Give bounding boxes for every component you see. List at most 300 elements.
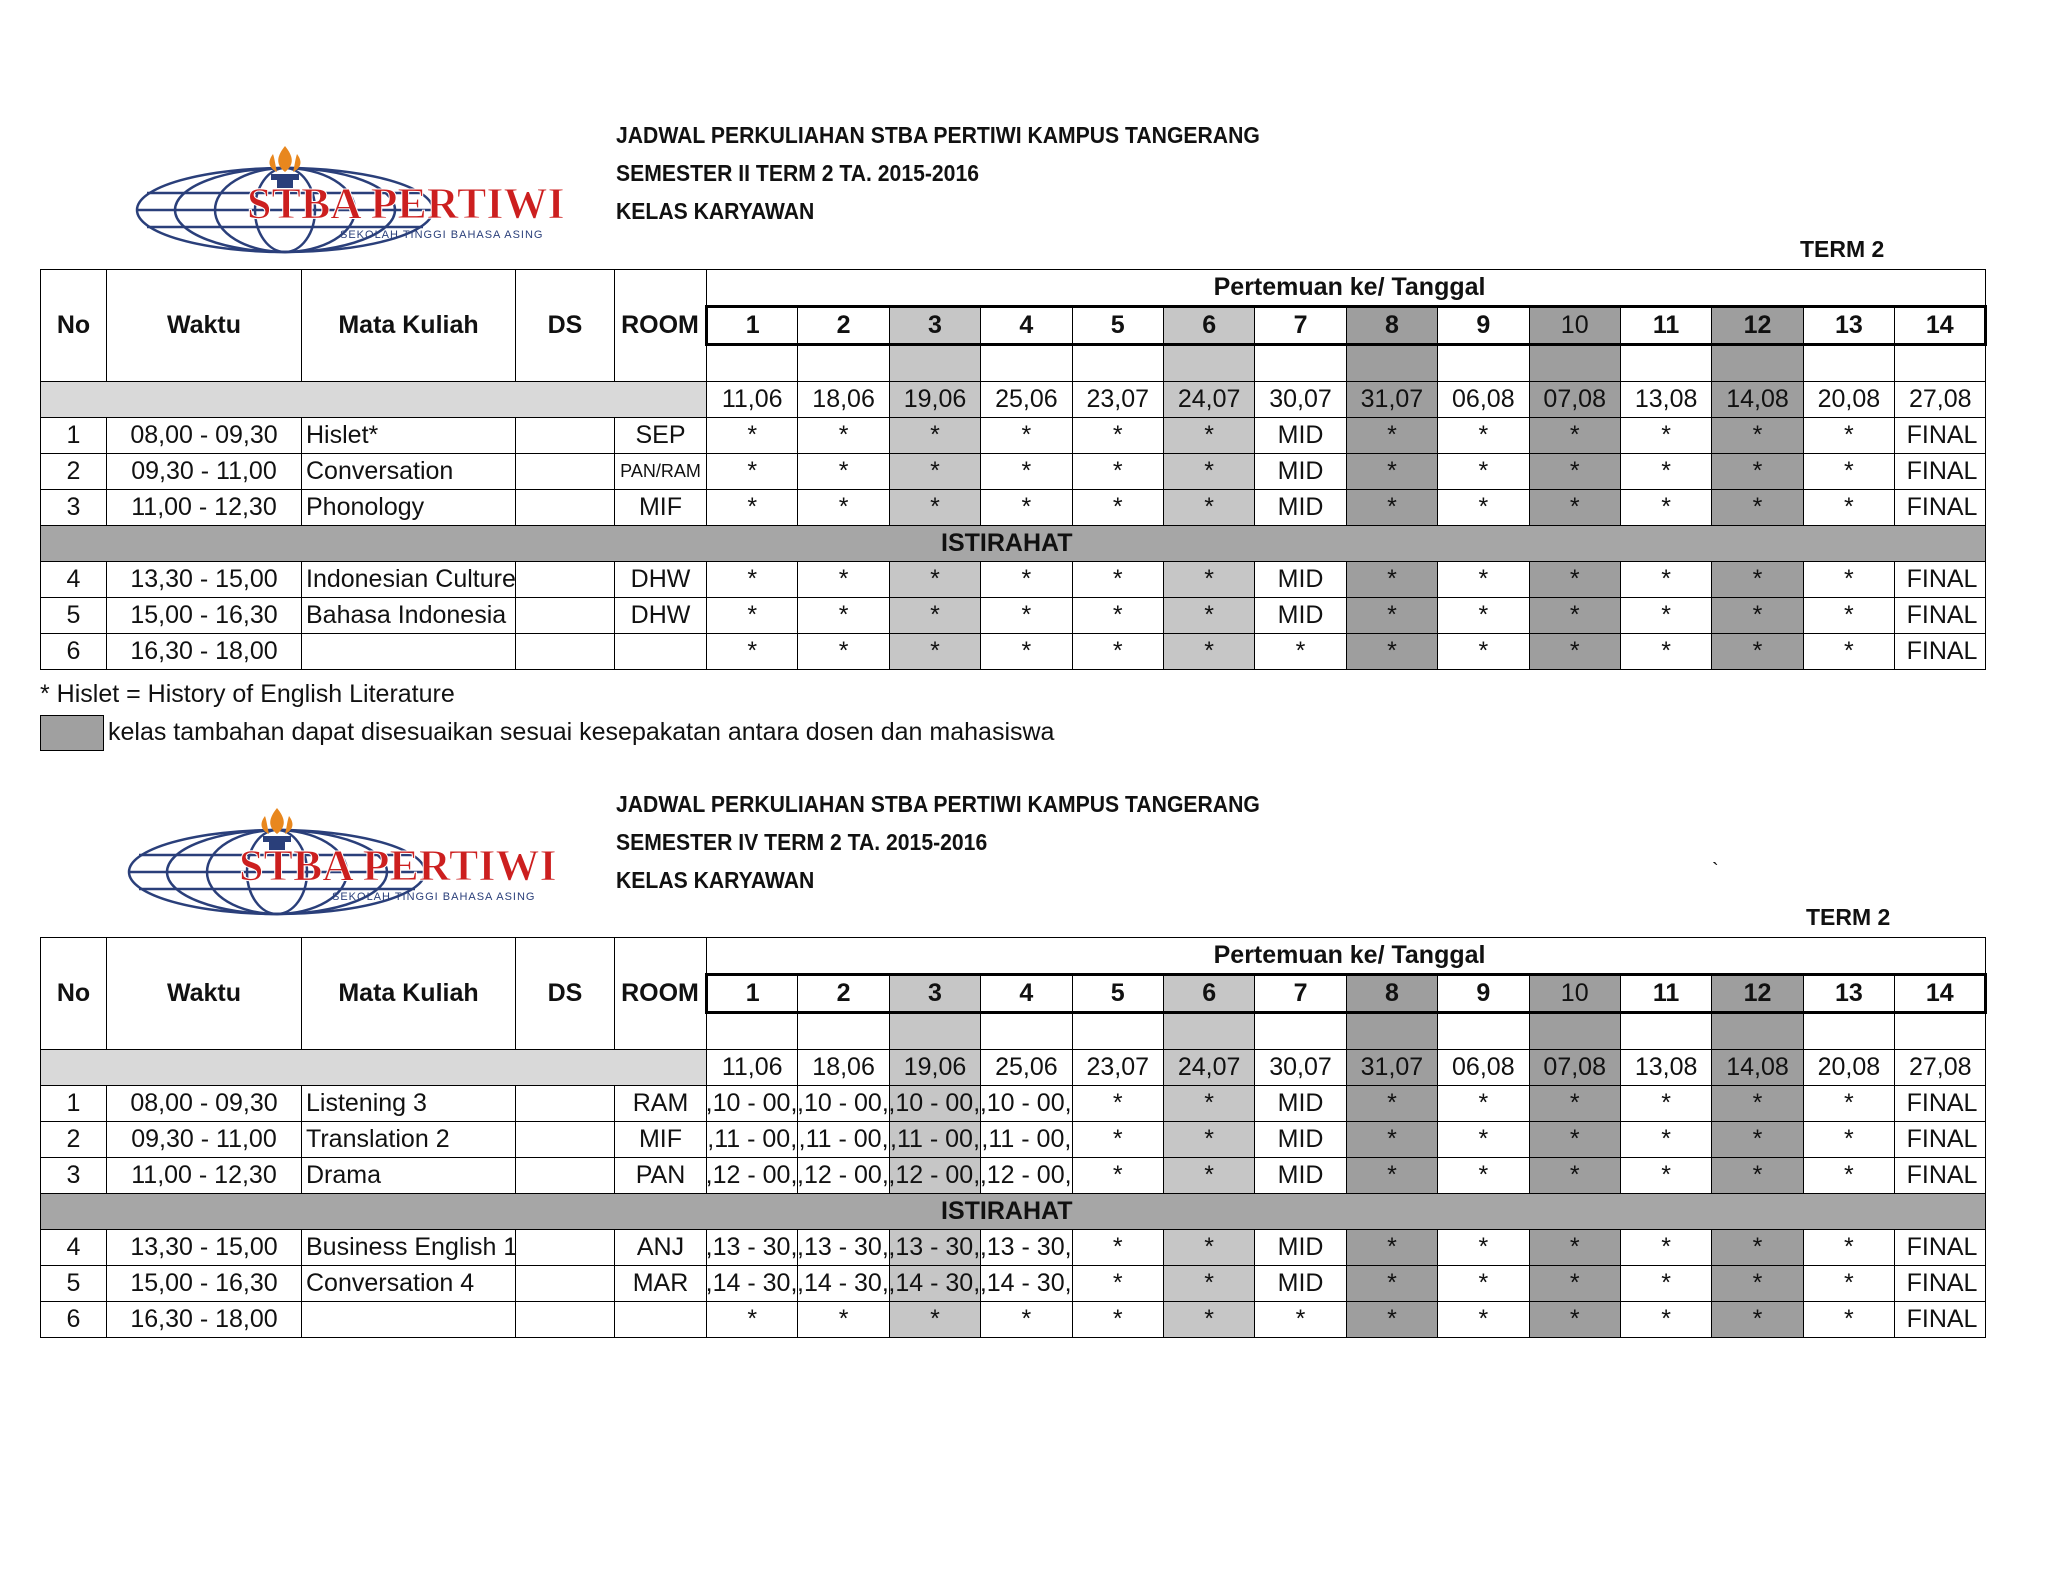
- table-row: [41, 454, 1986, 490]
- meeting-cell: ,00 - 11,: [981, 1122, 1072, 1158]
- meeting-cell: MID: [1255, 454, 1346, 490]
- term-label: TERM 2: [1806, 904, 1891, 930]
- table-row: [41, 562, 1986, 598]
- meeting-cell: *: [1712, 490, 1803, 526]
- blank-cell: [981, 1013, 1072, 1050]
- logo-name: STBA PERTIWI: [247, 179, 565, 228]
- meeting-cell: *: [1072, 1158, 1163, 1194]
- meeting-number: 3: [889, 307, 980, 345]
- table-row: [41, 1230, 1986, 1266]
- meeting-cell: ,00 - 11,: [707, 1122, 798, 1158]
- blank-cell: [889, 345, 980, 382]
- meeting-date: 25,06: [981, 1050, 1072, 1086]
- meeting-number: 2: [798, 975, 889, 1013]
- meeting-number: 5: [1072, 975, 1163, 1013]
- meeting-cell: *: [1163, 634, 1254, 670]
- meeting-cell: ,30 - 13,: [889, 1230, 980, 1266]
- no-header: No: [41, 270, 107, 382]
- meeting-cell: *: [1072, 598, 1163, 634]
- table-row: [41, 1158, 1986, 1194]
- meeting-cell: ,00 - 11,: [798, 1122, 889, 1158]
- meeting-number: 13: [1803, 307, 1894, 345]
- schedule-2-title: [616, 785, 1260, 899]
- blank-cell: [1712, 345, 1803, 382]
- meeting-cell: *: [1712, 1230, 1803, 1266]
- meeting-cell: *: [1712, 634, 1803, 670]
- meeting-cell: *: [1529, 1302, 1620, 1338]
- meeting-cell: *: [707, 418, 798, 454]
- meeting-cell: ,00 - 10,: [707, 1086, 798, 1122]
- meeting-cell: *: [798, 490, 889, 526]
- blank-cell: [707, 1013, 798, 1050]
- meeting-cell: *: [1712, 1086, 1803, 1122]
- row-waktu: 13,30 - 15,00: [107, 1230, 302, 1266]
- meeting-cell: MID: [1255, 490, 1346, 526]
- meeting-date: 14,08: [1712, 1050, 1803, 1086]
- meeting-number: 11: [1620, 975, 1711, 1013]
- row-mata-kuliah: Translation 2: [302, 1122, 516, 1158]
- meeting-date: 27,08: [1895, 1050, 1986, 1086]
- meeting-cell: ,00 - 12,: [707, 1158, 798, 1194]
- table-row: [41, 418, 1986, 454]
- title-line-2: SEMESTER II TERM 2 TA. 2015-2016: [616, 160, 979, 186]
- mata-kuliah-header: Mata Kuliah: [302, 938, 516, 1050]
- row-no: 3: [41, 1158, 107, 1194]
- meeting-cell: FINAL: [1895, 1302, 1986, 1338]
- row-mata-kuliah: Indonesian Culture: [302, 562, 516, 598]
- meeting-number: 2: [798, 307, 889, 345]
- meeting-cell: *: [1438, 418, 1529, 454]
- row-no: 1: [41, 418, 107, 454]
- meeting-cell: *: [981, 1302, 1072, 1338]
- row-mata-kuliah: Conversation: [302, 454, 516, 490]
- meeting-cell: *: [1803, 598, 1894, 634]
- meeting-cell: *: [1163, 562, 1254, 598]
- row-room: PAN: [615, 1158, 707, 1194]
- meeting-cell: *: [1803, 1230, 1894, 1266]
- meeting-cell: *: [1438, 1158, 1529, 1194]
- meeting-cell: *: [1438, 598, 1529, 634]
- row-mata-kuliah: Hislet*: [302, 418, 516, 454]
- meeting-cell: ,00 - 12,: [889, 1158, 980, 1194]
- meeting-cell: *: [1438, 454, 1529, 490]
- meeting-cell: *: [1346, 1230, 1437, 1266]
- table-row: [41, 490, 1986, 526]
- row-no: 6: [41, 634, 107, 670]
- meeting-number: 7: [1255, 975, 1346, 1013]
- meeting-cell: MID: [1255, 1230, 1346, 1266]
- meeting-cell: *: [1163, 418, 1254, 454]
- meeting-cell: FINAL: [1895, 418, 1986, 454]
- meeting-cell: *: [1438, 1122, 1529, 1158]
- blank-cell: [889, 1013, 980, 1050]
- meeting-number: 9: [1438, 307, 1529, 345]
- meeting-cell: *: [981, 490, 1072, 526]
- meeting-cell: *: [889, 1302, 980, 1338]
- row-no: 4: [41, 1230, 107, 1266]
- row-no: 1: [41, 1086, 107, 1122]
- row-ds: [516, 1158, 615, 1194]
- row-ds: [516, 490, 615, 526]
- meeting-cell: *: [1712, 1266, 1803, 1302]
- row-ds: [516, 1086, 615, 1122]
- meeting-cell: *: [1072, 1230, 1163, 1266]
- meeting-cell: *: [1620, 1302, 1711, 1338]
- meeting-cell: *: [1529, 598, 1620, 634]
- meeting-cell: MID: [1255, 598, 1346, 634]
- row-waktu: 08,00 - 09,30: [107, 1086, 302, 1122]
- meeting-cell: *: [1529, 1266, 1620, 1302]
- blank-cell: [1255, 1013, 1346, 1050]
- meeting-cell: *: [889, 418, 980, 454]
- row-mata-kuliah: [302, 1302, 516, 1338]
- row-mata-kuliah: [302, 634, 516, 670]
- meeting-cell: *: [1529, 1122, 1620, 1158]
- row-no: 5: [41, 1266, 107, 1302]
- meeting-date: 19,06: [889, 1050, 980, 1086]
- meeting-date: 18,06: [798, 1050, 889, 1086]
- meeting-number: 4: [981, 975, 1072, 1013]
- row-room: ANJ: [615, 1230, 707, 1266]
- meeting-cell: *: [1163, 454, 1254, 490]
- meeting-cell: *: [1438, 1086, 1529, 1122]
- row-room: DHW: [615, 562, 707, 598]
- logo-graphic: [135, 138, 605, 258]
- meeting-cell: *: [1529, 634, 1620, 670]
- meeting-cell: ,00 - 10,: [798, 1086, 889, 1122]
- row-room: MIF: [615, 1122, 707, 1158]
- meeting-cell: MID: [1255, 562, 1346, 598]
- row-room: MAR: [615, 1266, 707, 1302]
- meeting-cell: *: [1620, 1122, 1711, 1158]
- meeting-date: 20,08: [1803, 382, 1894, 418]
- meeting-cell: *: [1346, 418, 1437, 454]
- waktu-header: Waktu: [107, 270, 302, 382]
- blank-cell: [1803, 345, 1894, 382]
- row-waktu: 16,30 - 18,00: [107, 1302, 302, 1338]
- title-line-1: JADWAL PERKULIAHAN STBA PERTIWI KAMPUS TANGERANG: [616, 122, 1260, 148]
- meeting-cell: *: [1529, 1158, 1620, 1194]
- meeting-number: 1: [707, 307, 798, 345]
- logo-name: STBA PERTIWI: [239, 841, 557, 890]
- row-ds: [516, 634, 615, 670]
- meeting-number: 3: [889, 975, 980, 1013]
- meeting-cell: ,30 - 14,: [707, 1266, 798, 1302]
- row-no: 5: [41, 598, 107, 634]
- term-label: TERM 2: [1800, 236, 1885, 262]
- meeting-cell: *: [1072, 562, 1163, 598]
- table-row: [41, 1266, 1986, 1302]
- meeting-cell: *: [1620, 1158, 1711, 1194]
- meeting-number: 10: [1529, 307, 1620, 345]
- meeting-cell: ,30 - 14,: [981, 1266, 1072, 1302]
- no-header: No: [41, 938, 107, 1050]
- meeting-cell: FINAL: [1895, 1266, 1986, 1302]
- table-row: [41, 634, 1986, 670]
- meeting-cell: *: [1346, 454, 1437, 490]
- meeting-cell: *: [981, 418, 1072, 454]
- meeting-cell: *: [981, 454, 1072, 490]
- meeting-number: 14: [1895, 307, 1986, 345]
- meeting-cell: FINAL: [1895, 1122, 1986, 1158]
- row-ds: [516, 1230, 615, 1266]
- header-row: [41, 270, 1986, 307]
- meeting-date: 20,08: [1803, 1050, 1894, 1086]
- meeting-cell: *: [1438, 1230, 1529, 1266]
- meeting-cell: *: [798, 1302, 889, 1338]
- row-ds: [516, 562, 615, 598]
- meeting-number: 6: [1163, 975, 1254, 1013]
- meeting-cell: *: [1712, 1122, 1803, 1158]
- blank-cell: [1620, 1013, 1711, 1050]
- meeting-cell: *: [981, 598, 1072, 634]
- mata-kuliah-header: Mata Kuliah: [302, 270, 516, 382]
- meeting-cell: *: [1072, 454, 1163, 490]
- meeting-date: 07,08: [1529, 1050, 1620, 1086]
- meeting-cell: ,30 - 14,: [889, 1266, 980, 1302]
- meeting-cell: ,30 - 14,: [798, 1266, 889, 1302]
- meeting-cell: *: [1529, 490, 1620, 526]
- meeting-cell: *: [1255, 1302, 1346, 1338]
- meeting-number: 7: [1255, 307, 1346, 345]
- meeting-cell: FINAL: [1895, 598, 1986, 634]
- row-mata-kuliah: Business English 1: [302, 1230, 516, 1266]
- blank-cell: [1712, 1013, 1803, 1050]
- title-line-3: KELAS KARYAWAN: [616, 198, 815, 224]
- row-no: 2: [41, 454, 107, 490]
- row-waktu: 11,00 - 12,30: [107, 490, 302, 526]
- istirahat-row: [41, 526, 1986, 562]
- ds-header: DS: [516, 270, 615, 382]
- meeting-cell: *: [1163, 490, 1254, 526]
- meeting-cell: *: [981, 562, 1072, 598]
- row-ds: [516, 1266, 615, 1302]
- meeting-cell: *: [707, 454, 798, 490]
- waktu-header: Waktu: [107, 938, 302, 1050]
- row-mata-kuliah: Drama: [302, 1158, 516, 1194]
- meeting-cell: MID: [1255, 1158, 1346, 1194]
- meeting-cell: MID: [1255, 1086, 1346, 1122]
- blank-cell: [798, 1013, 889, 1050]
- row-waktu: 09,30 - 11,00: [107, 454, 302, 490]
- meeting-cell: *: [1438, 1266, 1529, 1302]
- meeting-cell: *: [1712, 454, 1803, 490]
- row-ds: [516, 454, 615, 490]
- meeting-date: 31,07: [1346, 382, 1437, 418]
- meeting-cell: *: [1803, 1122, 1894, 1158]
- meeting-cell: *: [1346, 1266, 1437, 1302]
- header-row: [41, 938, 1986, 975]
- meeting-cell: *: [1163, 598, 1254, 634]
- meeting-cell: *: [1529, 418, 1620, 454]
- row-no: 4: [41, 562, 107, 598]
- schedule-table-2: [40, 937, 1987, 1338]
- meeting-cell: *: [1620, 562, 1711, 598]
- meeting-number: 9: [1438, 975, 1529, 1013]
- meeting-cell: *: [1438, 562, 1529, 598]
- meeting-cell: *: [1163, 1122, 1254, 1158]
- meeting-cell: *: [1620, 490, 1711, 526]
- row-room: [615, 634, 707, 670]
- row-waktu: 15,00 - 16,30: [107, 1266, 302, 1302]
- date-band: [41, 1050, 707, 1086]
- meeting-cell: *: [1712, 418, 1803, 454]
- meeting-date: 13,08: [1620, 1050, 1711, 1086]
- legend-swatch: [40, 715, 104, 751]
- legend-text: kelas tambahan dapat disesuaikan sesuai kesepakatan antara dosen dan mahasiswa: [108, 718, 1055, 746]
- meeting-date: 06,08: [1438, 1050, 1529, 1086]
- meeting-cell: *: [1620, 634, 1711, 670]
- meeting-cell: *: [707, 562, 798, 598]
- meeting-date: 07,08: [1529, 382, 1620, 418]
- meeting-cell: FINAL: [1895, 1158, 1986, 1194]
- istirahat-label: ISTIRAHAT: [41, 526, 1986, 562]
- meeting-cell: *: [707, 490, 798, 526]
- meeting-cell: *: [1529, 562, 1620, 598]
- meeting-cell: FINAL: [1895, 454, 1986, 490]
- meeting-number: 5: [1072, 307, 1163, 345]
- meeting-cell: FINAL: [1895, 562, 1986, 598]
- blank-cell: [1438, 1013, 1529, 1050]
- title-line-1: JADWAL PERKULIAHAN STBA PERTIWI KAMPUS TANGERANG: [616, 791, 1260, 817]
- meeting-cell: ,30 - 13,: [798, 1230, 889, 1266]
- meeting-cell: *: [1346, 490, 1437, 526]
- meeting-cell: *: [1620, 1086, 1711, 1122]
- room-header: ROOM: [615, 938, 707, 1050]
- meeting-number: 12: [1712, 307, 1803, 345]
- row-no: 3: [41, 490, 107, 526]
- logo-tagline: SEKOLAH TINGGI BAHASA ASING: [340, 229, 544, 241]
- meeting-cell: *: [1803, 1086, 1894, 1122]
- meeting-cell: *: [707, 634, 798, 670]
- date-row: [41, 382, 1986, 418]
- meeting-cell: *: [1803, 454, 1894, 490]
- meeting-cell: *: [1346, 598, 1437, 634]
- meeting-number: 11: [1620, 307, 1711, 345]
- title-line-2: SEMESTER IV TERM 2 TA. 2015-2016: [616, 829, 988, 855]
- meeting-cell: *: [1346, 562, 1437, 598]
- meeting-cell: *: [889, 454, 980, 490]
- meeting-date: 11,06: [707, 1050, 798, 1086]
- schedule-table-1: [40, 269, 1987, 670]
- meeting-cell: *: [1072, 1266, 1163, 1302]
- blank-cell: [1255, 345, 1346, 382]
- row-waktu: 13,30 - 15,00: [107, 562, 302, 598]
- meeting-cell: *: [707, 598, 798, 634]
- blank-cell: [1438, 345, 1529, 382]
- meeting-cell: *: [1072, 634, 1163, 670]
- meeting-date: 06,08: [1438, 382, 1529, 418]
- stray-mark: `: [1712, 860, 1719, 882]
- meeting-cell: *: [798, 634, 889, 670]
- row-mata-kuliah: Conversation 4: [302, 1266, 516, 1302]
- meeting-cell: *: [1346, 1158, 1437, 1194]
- blank-cell: [1529, 1013, 1620, 1050]
- meeting-cell: *: [1163, 1230, 1254, 1266]
- row-waktu: 08,00 - 09,30: [107, 418, 302, 454]
- meeting-cell: *: [1620, 1266, 1711, 1302]
- meeting-cell: *: [1620, 418, 1711, 454]
- meeting-cell: *: [1438, 1302, 1529, 1338]
- blank-cell: [1620, 345, 1711, 382]
- logo-tagline: SEKOLAH TINGGI BAHASA ASING: [332, 891, 536, 903]
- blank-cell: [1895, 345, 1986, 382]
- meeting-cell: *: [1712, 1158, 1803, 1194]
- meeting-date: 23,07: [1072, 1050, 1163, 1086]
- meeting-date: 24,07: [1163, 1050, 1254, 1086]
- meeting-cell: *: [1072, 490, 1163, 526]
- row-room: MIF: [615, 490, 707, 526]
- room-header: ROOM: [615, 270, 707, 382]
- meeting-cell: FINAL: [1895, 634, 1986, 670]
- meeting-cell: ,00 - 12,: [798, 1158, 889, 1194]
- meeting-cell: FINAL: [1895, 1230, 1986, 1266]
- meeting-number: 10: [1529, 975, 1620, 1013]
- row-room: [615, 1302, 707, 1338]
- meeting-number: 6: [1163, 307, 1254, 345]
- meeting-cell: *: [1529, 1086, 1620, 1122]
- meeting-date: 13,08: [1620, 382, 1711, 418]
- meeting-cell: MID: [1255, 1122, 1346, 1158]
- meeting-cell: *: [1620, 1230, 1711, 1266]
- blank-cell: [1529, 345, 1620, 382]
- meeting-cell: *: [1163, 1086, 1254, 1122]
- pertemuan-header: Pertemuan ke/ Tanggal: [707, 938, 1986, 975]
- meeting-cell: *: [1803, 1158, 1894, 1194]
- meeting-cell: *: [889, 634, 980, 670]
- meeting-cell: *: [798, 418, 889, 454]
- meeting-cell: MID: [1255, 1266, 1346, 1302]
- meeting-cell: *: [1712, 598, 1803, 634]
- meeting-cell: FINAL: [1895, 1086, 1986, 1122]
- logo-graphic: [127, 800, 597, 920]
- meeting-date: 24,07: [1163, 382, 1254, 418]
- ds-header: DS: [516, 938, 615, 1050]
- meeting-cell: *: [889, 490, 980, 526]
- meeting-cell: *: [1072, 1122, 1163, 1158]
- meeting-cell: *: [1620, 598, 1711, 634]
- row-waktu: 11,00 - 12,30: [107, 1158, 302, 1194]
- meeting-number: 13: [1803, 975, 1894, 1013]
- meeting-cell: *: [798, 562, 889, 598]
- meeting-cell: *: [1163, 1266, 1254, 1302]
- meeting-date: 14,08: [1712, 382, 1803, 418]
- row-ds: [516, 1302, 615, 1338]
- meeting-date: 30,07: [1255, 1050, 1346, 1086]
- row-ds: [516, 418, 615, 454]
- meeting-date: 18,06: [798, 382, 889, 418]
- meeting-cell: *: [1712, 562, 1803, 598]
- meeting-date: 31,07: [1346, 1050, 1437, 1086]
- meeting-cell: *: [1163, 1302, 1254, 1338]
- title-line-3: KELAS KARYAWAN: [616, 867, 815, 893]
- meeting-cell: *: [1072, 1302, 1163, 1338]
- blank-cell: [1803, 1013, 1894, 1050]
- meeting-cell: *: [981, 634, 1072, 670]
- row-mata-kuliah: Bahasa Indonesia: [302, 598, 516, 634]
- meeting-cell: *: [1346, 1086, 1437, 1122]
- meeting-number: 1: [707, 975, 798, 1013]
- row-room: RAM: [615, 1086, 707, 1122]
- meeting-cell: *: [889, 562, 980, 598]
- footnote: * Hislet = History of English Literature: [40, 680, 455, 708]
- row-mata-kuliah: Phonology: [302, 490, 516, 526]
- row-room: DHW: [615, 598, 707, 634]
- schedule-1-title: [616, 116, 1260, 230]
- table-row: [41, 1302, 1986, 1338]
- row-room: PAN/RAM: [615, 454, 707, 490]
- blank-cell: [1163, 1013, 1254, 1050]
